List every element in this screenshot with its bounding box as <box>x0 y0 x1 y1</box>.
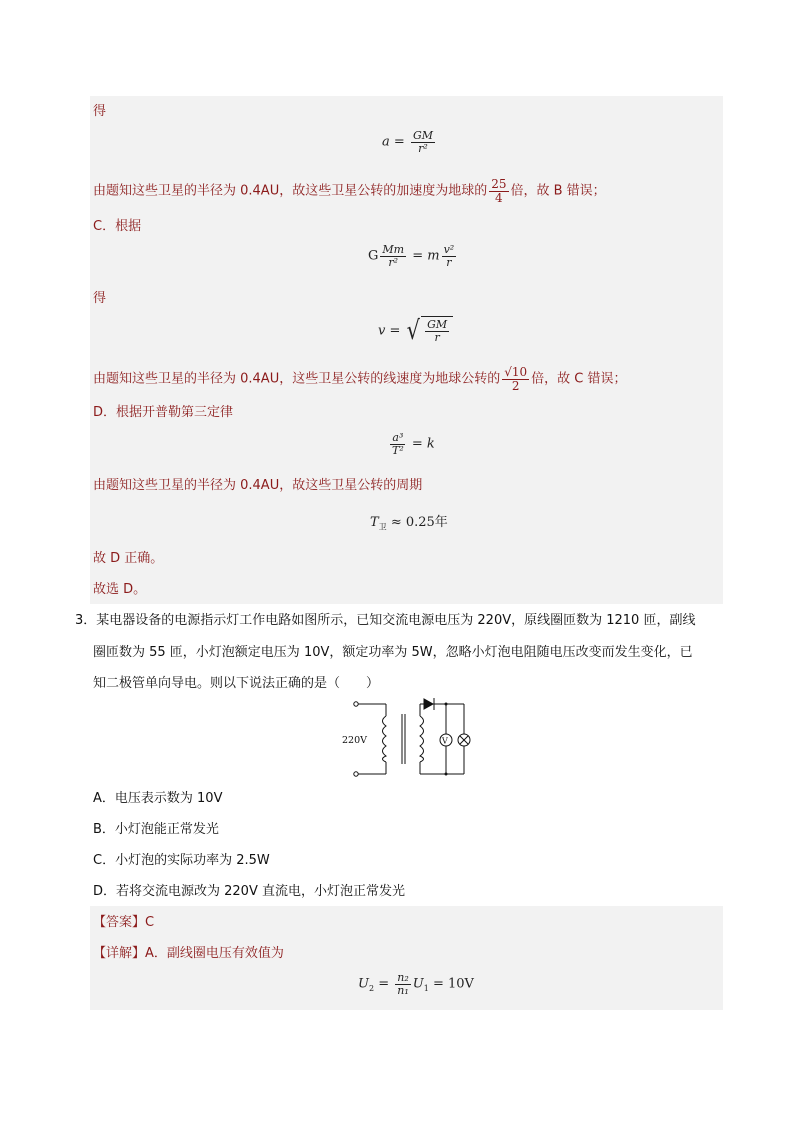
eq-u1: U <box>412 976 424 992</box>
text-de-2: 得 <box>93 291 107 306</box>
eq-c-g: G <box>368 248 379 264</box>
circuit-voltage-label: 220V <box>342 735 367 746</box>
eq-k-num: a³ <box>392 431 404 444</box>
line-b-pre: 由题知这些卫星的半径为 0.4AU，故这些卫星公转的加速度为地球的 <box>93 183 488 199</box>
eq-t: T <box>370 515 379 530</box>
text-choose-d: 故选 D。 <box>93 582 147 597</box>
eq-t-sub: 卫 <box>378 522 387 532</box>
text-de-1: 得 <box>93 104 107 119</box>
label-d-kepler: D．根据开普勒第三定律 <box>93 405 234 420</box>
eq-v-den: r <box>434 331 440 344</box>
line-option-d-analysis: 由题知这些卫星的半径为 0.4AU，故这些卫星公转的周期 <box>93 478 423 493</box>
eq-k-den: T² <box>392 443 404 457</box>
detail-label: 【详解】 <box>93 946 146 961</box>
line-option-c-analysis <box>93 366 626 392</box>
option-b: B．小灯泡能正常发光 <box>93 822 219 837</box>
equation-gravity <box>368 244 458 268</box>
eq-u1-sub: 1 <box>423 984 429 994</box>
line-c-post: 倍，故 C 错误； <box>531 371 627 387</box>
equation-kepler <box>388 432 435 456</box>
equation-secondary-voltage: $U_2$ = $\frac{\text{n₂}}{\text{n₁}}$ $U_1 = 10V$ <box>358 971 474 997</box>
eq-a-lhs: a <box>382 134 390 150</box>
circuit-diagram <box>340 698 474 780</box>
eq-c-den2: r <box>446 255 452 269</box>
line-c-num: √10 <box>504 365 528 379</box>
equation-acceleration: a = $\frac{GM}{\text{r²}}$ <box>382 129 433 155</box>
eq-c-mid: = m <box>412 248 440 264</box>
line-b-num: 25 <box>491 177 507 191</box>
line-c-pre: 由题知这些卫星的半径为 0.4AU，这些卫星公转的线速度为地球公转的 <box>93 371 501 387</box>
eq-c-den1: r² <box>388 255 399 269</box>
eq-v-num: GM <box>427 318 448 332</box>
detail-text: A．副线圈电压有效值为 <box>145 946 284 961</box>
svg-text:V: V <box>442 736 448 746</box>
question3-line3: 知二极管单向导电。则以下说法正确的是（ ） <box>93 676 380 691</box>
option-d: D．若将交流电源改为 220V 直流电，小灯泡正常发光 <box>93 884 405 899</box>
eq-c-num2: v² <box>443 243 455 256</box>
line-option-b-analysis <box>93 178 606 204</box>
question3-line2: 圈匝数为 55 匝，小灯泡额定电压为 10V，额定功率为 5W，忽略小灯泡电阻随电压改变而发生变化，已 <box>93 645 693 660</box>
eq-a-num: GM <box>412 129 433 142</box>
eq-k-rhs: = k <box>411 436 435 452</box>
option-a: A．电压表示数为 10V <box>93 791 223 806</box>
eq-u-rhs: = 10V <box>432 976 474 992</box>
eq-u-num: n₂ <box>397 971 409 984</box>
question3-line1: 3．某电器设备的电源指示灯工作电路如图所示，已知交流电源电压为 220V，原线圈匝数为 1210 匝，副线 <box>75 613 696 628</box>
detail-line <box>93 944 284 964</box>
eq-a-den: r² <box>418 141 428 155</box>
label-c-according: C．根据 <box>93 219 142 234</box>
equation-period <box>370 511 448 533</box>
eq-u2: U <box>358 976 369 992</box>
eq-v-lhs: v = <box>378 323 401 339</box>
line-c-den: 2 <box>511 378 520 393</box>
line-b-den: 4 <box>495 190 503 205</box>
eq-u-den: n₁ <box>397 983 409 997</box>
text-d-correct: 故 D 正确。 <box>93 551 164 566</box>
eq-c-num1: Mm <box>382 243 405 256</box>
option-c: C．小灯泡的实际功率为 2.5W <box>93 853 270 868</box>
eq-t-rhs: ≈ 0.25年 <box>390 515 448 530</box>
eq-u2-sub: 2 <box>368 984 375 994</box>
answer-line: 【答案】C <box>93 915 155 930</box>
equation-velocity: v = √ $\frac{GM}{r}$ <box>378 316 453 346</box>
line-b-post: 倍，故 B 错误； <box>510 183 606 199</box>
